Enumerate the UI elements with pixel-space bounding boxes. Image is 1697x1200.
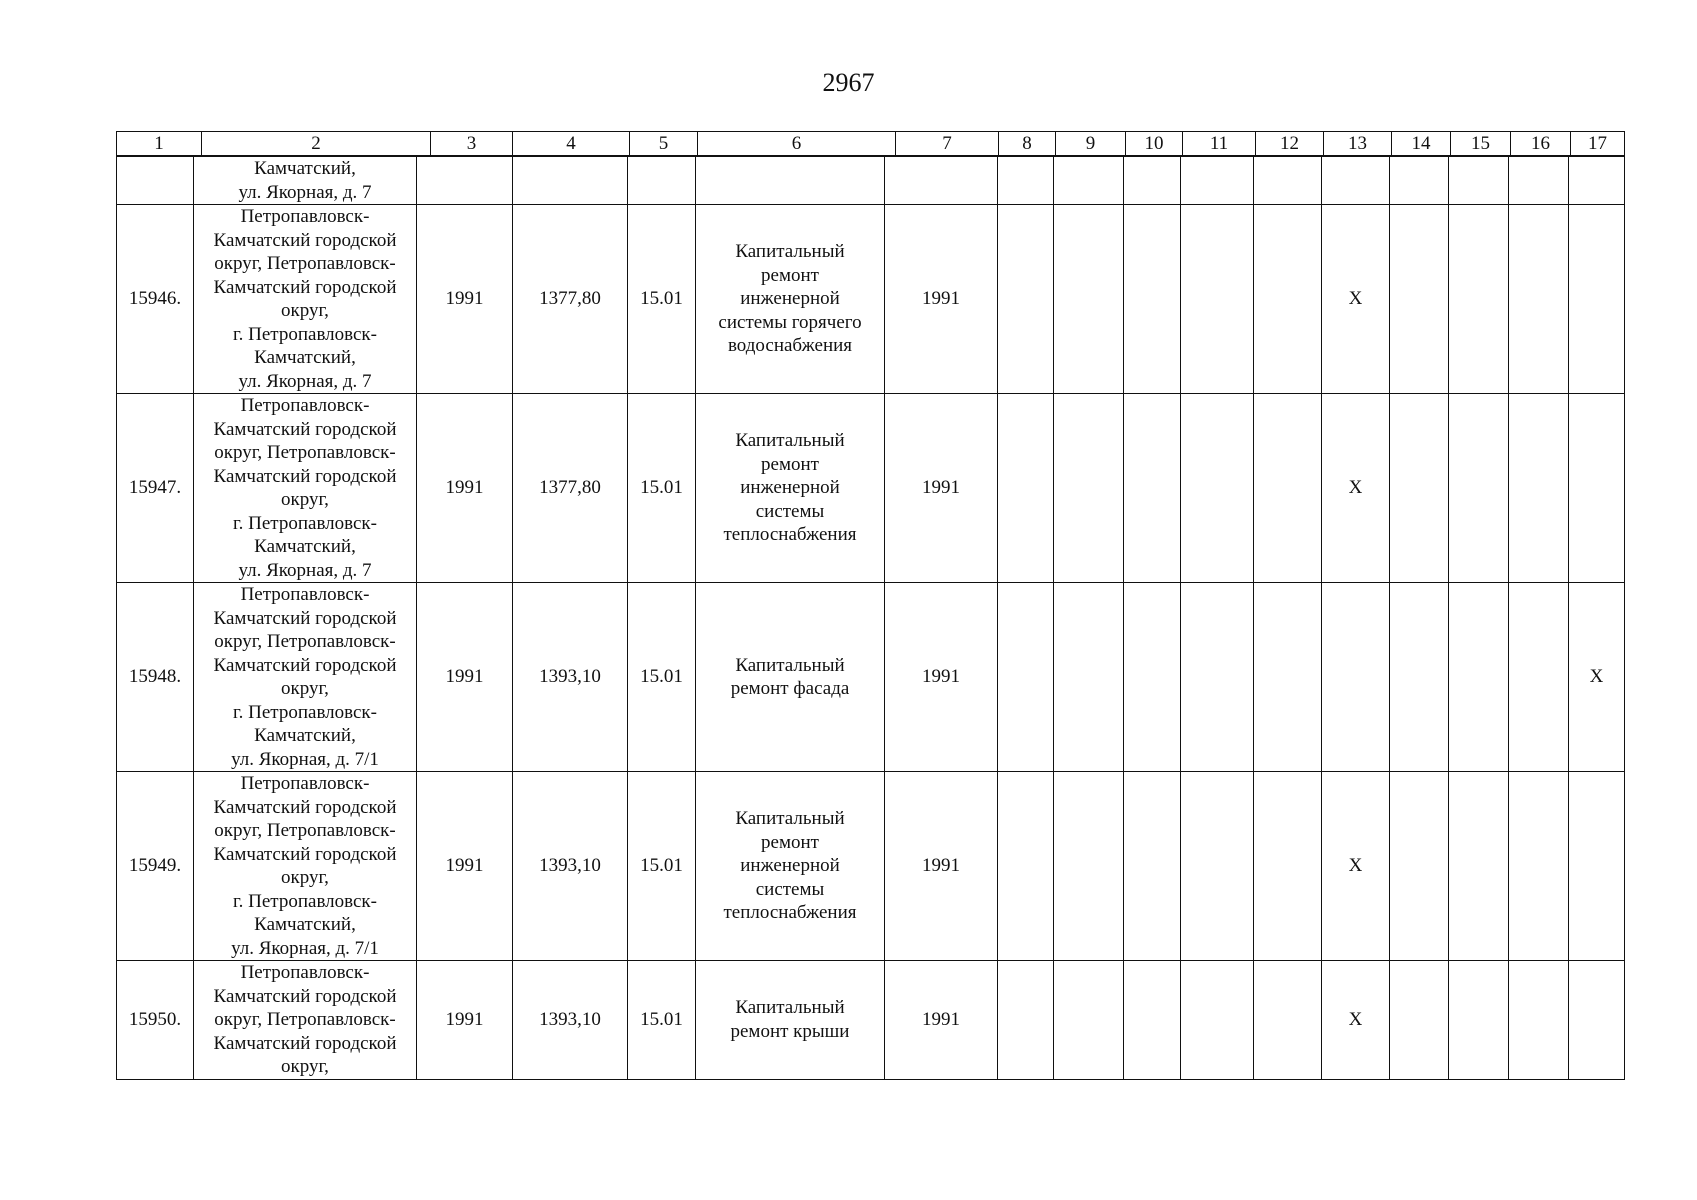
column-header: 6: [698, 132, 896, 156]
cell-year2: 1991: [885, 772, 998, 961]
cell-col9: [1054, 772, 1124, 961]
cell-area: 1377,80: [513, 394, 628, 583]
cell-year2: 1991: [885, 205, 998, 394]
table-row: [117, 394, 1625, 583]
cell-col15: [1449, 961, 1509, 1080]
cell-empty: [1390, 157, 1449, 205]
cell-col12: [1254, 772, 1322, 961]
column-header: 1: [117, 132, 202, 156]
cell-col12: [1254, 394, 1322, 583]
column-header: 2: [202, 132, 431, 156]
cell-col16: [1509, 961, 1569, 1080]
cell-year: 1991: [417, 205, 513, 394]
cell-col9: [1054, 205, 1124, 394]
cell-mark-13: X: [1322, 961, 1390, 1080]
column-header: 16: [1511, 132, 1571, 156]
cell-col11: [1181, 205, 1254, 394]
cell-area: 1393,10: [513, 772, 628, 961]
cell-col10: [1124, 394, 1181, 583]
table-row: [117, 205, 1625, 394]
cell-work: Капитальный ремонт инженерной системы теплоснабжения: [696, 394, 885, 583]
cell-num: 15949.: [117, 772, 194, 961]
cell-col16: [1509, 394, 1569, 583]
cell-col11: [1181, 772, 1254, 961]
cell-year2: 1991: [885, 961, 998, 1080]
column-header: 10: [1126, 132, 1183, 156]
cell-col15: [1449, 772, 1509, 961]
cell-num: 15947.: [117, 394, 194, 583]
cell-mark-13: X: [1322, 205, 1390, 394]
cell-mark-17: X: [1569, 583, 1625, 772]
cell-col14: [1390, 772, 1449, 961]
cell-num: 15946.: [117, 205, 194, 394]
cell-year: 1991: [417, 583, 513, 772]
cell-num: 15950.: [117, 961, 194, 1080]
column-header: 12: [1256, 132, 1324, 156]
cell-work: Капитальный ремонт инженерной системы горячего водоснабжения: [696, 205, 885, 394]
cell-col14: [1390, 583, 1449, 772]
cell-code: 15.01: [628, 394, 696, 583]
cell-col8: [998, 772, 1054, 961]
cell-col16: [1509, 205, 1569, 394]
cell-address: Петропавловск- Камчатский городской округ, Петропавловск- Камчатский городской округ,: [194, 961, 417, 1080]
cell-empty: [885, 157, 998, 205]
cell-col15: [1449, 394, 1509, 583]
cell-num: 15948.: [117, 583, 194, 772]
cell-empty: [1322, 157, 1390, 205]
cell-work: Капитальный ремонт крыши: [696, 961, 885, 1080]
cell-col12: [1254, 961, 1322, 1080]
cell-col15: [1449, 583, 1509, 772]
column-header: 11: [1183, 132, 1256, 156]
cell-empty: [513, 157, 628, 205]
cell-work: Капитальный ремонт инженерной системы теплоснабжения: [696, 772, 885, 961]
cell-mark-13: X: [1322, 772, 1390, 961]
column-header: 4: [513, 132, 630, 156]
table-row: [117, 961, 1625, 1080]
column-header: 14: [1392, 132, 1451, 156]
page-number: 2967: [822, 68, 875, 97]
cell-mark-17: [1569, 205, 1625, 394]
cell-code: 15.01: [628, 961, 696, 1080]
cell-empty: [1509, 157, 1569, 205]
cell-col14: [1390, 394, 1449, 583]
column-header-table: [116, 131, 1625, 156]
cell-col8: [998, 583, 1054, 772]
cell-empty: [1569, 157, 1625, 205]
cell-year: 1991: [417, 394, 513, 583]
cell-address: Камчатский, ул. Якорная, д. 7: [194, 157, 417, 205]
cell-year: 1991: [417, 772, 513, 961]
cell-col16: [1509, 772, 1569, 961]
cell-area: 1393,10: [513, 961, 628, 1080]
cell-num: [117, 157, 194, 205]
cell-col12: [1254, 583, 1322, 772]
cell-work: Капитальный ремонт фасада: [696, 583, 885, 772]
cell-mark-13: [1322, 583, 1390, 772]
cell-year2: 1991: [885, 394, 998, 583]
cell-empty: [1449, 157, 1509, 205]
cell-empty: [1181, 157, 1254, 205]
cell-col9: [1054, 394, 1124, 583]
table-row-continuation: [117, 157, 1625, 205]
cell-area: 1393,10: [513, 583, 628, 772]
cell-mark-17: [1569, 394, 1625, 583]
cell-col11: [1181, 394, 1254, 583]
cell-year2: 1991: [885, 583, 998, 772]
data-table: [116, 156, 1625, 1080]
cell-mark-17: [1569, 772, 1625, 961]
cell-year: 1991: [417, 961, 513, 1080]
column-header: 7: [896, 132, 999, 156]
cell-col12: [1254, 205, 1322, 394]
cell-address: Петропавловск- Камчатский городской округ, Петропавловск- Камчатский городской округ, г. Петропавловск- Камчатский, ул. Якорная, д. 7/1: [194, 772, 417, 961]
column-header: 5: [630, 132, 698, 156]
cell-empty: [417, 157, 513, 205]
cell-mark-13: X: [1322, 394, 1390, 583]
cell-address: Петропавловск- Камчатский городской округ, Петропавловск- Камчатский городской округ, г. Петропавловск- Камчатский, ул. Якорная, д. 7/1: [194, 583, 417, 772]
table-row: [117, 772, 1625, 961]
cell-empty: [1124, 157, 1181, 205]
column-header-row: [117, 132, 1625, 156]
column-header: 8: [999, 132, 1056, 156]
cell-col14: [1390, 961, 1449, 1080]
cell-col15: [1449, 205, 1509, 394]
cell-col8: [998, 205, 1054, 394]
cell-col11: [1181, 583, 1254, 772]
cell-col11: [1181, 961, 1254, 1080]
cell-col8: [998, 394, 1054, 583]
cell-empty: [998, 157, 1054, 205]
column-header: 3: [431, 132, 513, 156]
cell-col10: [1124, 961, 1181, 1080]
cell-mark-17: [1569, 961, 1625, 1080]
cell-col14: [1390, 205, 1449, 394]
cell-col9: [1054, 961, 1124, 1080]
cell-address: Петропавловск- Камчатский городской округ, Петропавловск- Камчатский городской округ, г. Петропавловск- Камчатский, ул. Якорная, д. 7: [194, 205, 417, 394]
cell-col10: [1124, 205, 1181, 394]
cell-col9: [1054, 583, 1124, 772]
cell-code: 15.01: [628, 205, 696, 394]
cell-col10: [1124, 583, 1181, 772]
cell-code: 15.01: [628, 772, 696, 961]
cell-code: 15.01: [628, 583, 696, 772]
column-header: 13: [1324, 132, 1392, 156]
cell-empty: [696, 157, 885, 205]
column-header: 9: [1056, 132, 1126, 156]
cell-col8: [998, 961, 1054, 1080]
cell-empty: [1054, 157, 1124, 205]
cell-col16: [1509, 583, 1569, 772]
column-header: 17: [1571, 132, 1625, 156]
table-row: [117, 583, 1625, 772]
cell-area: 1377,80: [513, 205, 628, 394]
cell-col10: [1124, 772, 1181, 961]
cell-empty: [628, 157, 696, 205]
cell-address: Петропавловск- Камчатский городской округ, Петропавловск- Камчатский городской округ, г. Петропавловск- Камчатский, ул. Якорная, д. 7: [194, 394, 417, 583]
cell-empty: [1254, 157, 1322, 205]
column-header: 15: [1451, 132, 1511, 156]
